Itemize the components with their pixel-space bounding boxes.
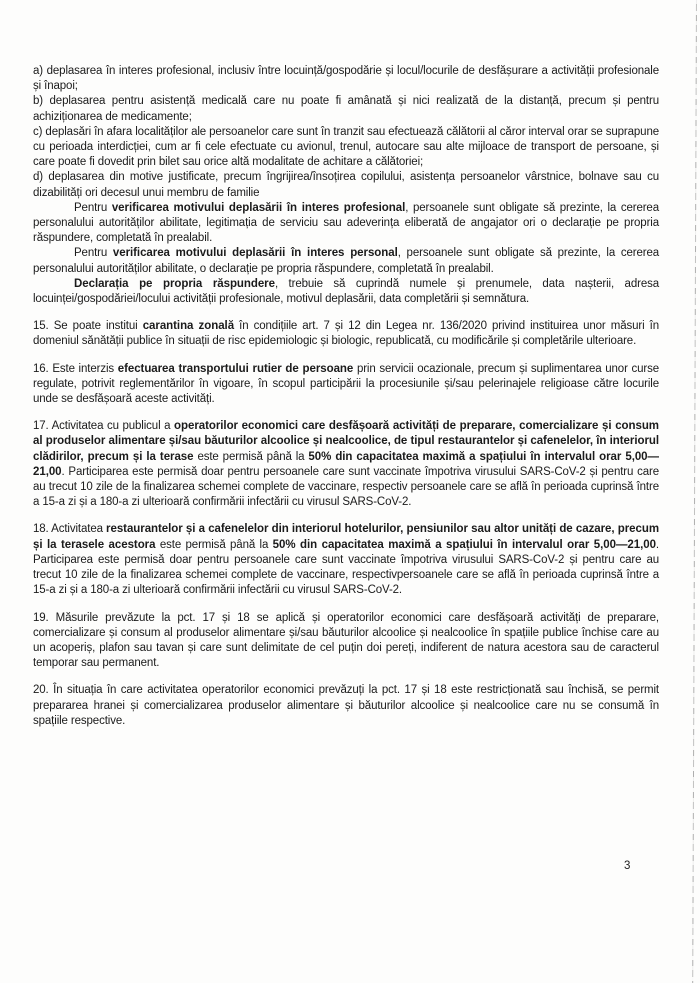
paragraph-item-17 [33,419,659,510]
bold-text-segment: operatorilor economici care desfășoară activități de preparare, comercializare și consum al produselor alimentare și/sau băuturilor alcoolice și nealcoolice, de tipul restaurantelor și cafenelelor, în interiorul clădirilor, precum și la terase [33,420,659,463]
bold-text-segment: carantina zonală [142,320,235,333]
text-segment: . Participarea este permisă doar pentru persoanele care sunt vaccinate împotriva virusului SARS-CoV-2 și pentru care au trecut 10 zile de la finalizarea schemei complete de vaccinare, respectivpersoanele care se află în perioada cuprinsă între a 15-a zi și a 180-a zi ulterioară confirmării infectării cu virusul SARS-CoV-2. [33,538,659,597]
document-body [33,64,659,729]
bold-text-segment: 50% din capacitatea maximă a spațiului în intervalul orar 5,00—21,00 [272,538,656,551]
bold-text-segment: verificarea motivului deplasării în interes personal [112,247,398,260]
text-segment: d) deplasarea din motive justificate, precum îngrijirea/însoțirea copilului, asistența persoanelor vârstnice, bolnave sau cu dizabilități ori decesul unui membru de familie [33,171,659,199]
paragraph-item-a [33,64,659,94]
text-segment: 16. Este interzis [33,362,118,375]
scan-line-artifact [692,0,697,983]
paragraph-para-verificare-interes-profesional [33,201,659,247]
text-segment: b) deplasarea pentru asistență medicală care nu poate fi amânată și nici realizată de la distanță, precum și pentru achiziționarea de medicamente; [33,95,659,123]
text-segment: c) deplasări în afara localităților ale persoanelor care sunt în tranzit sau efectuează călătorii al căror interval orar se suprapune cu perioada interdicției, cum ar fi cele efectuate cu avionul, trenul, autocare sau alte mijloace de transport de persoane, și care poate fi dovedit prin bilet sau orice altă modalitate de achitare a călătoriei; [33,125,659,169]
paragraph-item-18 [33,522,659,598]
bold-text-segment: verificarea motivului deplasării în interes profesional [111,201,406,214]
bold-text-segment: Declarația pe propria răspundere [74,277,275,290]
paragraph-item-b [33,94,659,124]
text-segment: , persoanele sunt obligate să prezinte, la cererea personalului autorităților abilitate, o declarație pe propria răspundere, completată în prealabil. [33,247,659,275]
text-segment: 17. Activitatea cu publicul a [33,420,175,433]
text-segment: Pentru [74,247,113,260]
paragraph-item-20 [33,683,659,729]
text-segment: este permisă până la [193,450,309,463]
text-segment: este permisă până la [155,538,273,551]
text-segment: prin servicii ocazionale, precum și suplimentarea unor curse regulate, potrivit reglementărilor în vigoare, în scopul participării la procesiunile și/sau pelerinajele religioase către locurile unde se desfășoară aceste activități. [33,362,659,406]
text-segment: a) deplasarea în interes profesional, inclusiv între locuință/gospodărie și locul/locurile de desfășurare a activității profesionale și înapoi; [33,65,659,93]
paragraph-item-d [33,170,659,200]
paragraph-item-16 [33,362,659,408]
page-number: 3 [624,860,631,872]
text-segment: 20. În situația în care activitatea operatorilor economici prevăzuți la pct. 17 și 18 este restricționată sau închisă, se permit prepararea hranei și comercializarea produselor alimentare și băuturilor alcoolice și nealcoolice care nu se consumă în spațiile respective. [33,684,659,727]
paragraph-item-15 [33,319,659,349]
text-segment: , trebuie să cuprindă numele și prenumele, data nașterii, adresa locuinței/gospodăriei/locului activității profesionale, motivul deplasării, data completării și semnătura. [33,277,660,306]
text-segment: , persoanele sunt obligate să prezinte, la cererea personalului autorităților abilitate, legitimația de serviciu sau adeverința eliberată de angajator ori o declarație pe propria răspundere, completată în prealabil. [33,201,659,245]
bold-text-segment: efectuarea transportului rutier de persoane [117,362,354,375]
paragraph-para-verificare-interes-personal [33,246,659,276]
paragraph-item-19 [33,611,659,672]
bold-text-segment: restaurantelor și a cafenelelor din interiorul hotelurilor, pensiunilor sau altor unități de cazare, precum și la terasele acestora [33,523,660,551]
text-segment: în condițiile art. 7 și 12 din Legea nr. 136/2020 privind instituirea unor măsuri în domeniul sănătății publice în situații de risc epidemiologic și biologic, republicată, cu modificările și completările ulterioare. [33,320,659,348]
text-segment: 19. Măsurile prevăzute la pct. 17 și 18 se aplică și operatorilor economici care desfășoară activități de preparare, comercializare și consum al produselor alimentare și/sau băuturilor alcoolice și nealcoolice în spațiile publice închise care au un acoperiș, plafon sau tavan și care sunt delimitate de cel puțin doi pereți, indiferent de natura acestora sau de caracterul temporar sau permanent. [33,611,659,670]
bold-text-segment: 50% din capacitatea maximă a spațiului în intervalul orar 5,00—21,00 [33,450,659,478]
text-segment: . Participarea este permisă doar pentru persoanele care sunt vaccinate împotriva virusului SARS-CoV-2 și pentru care au trecut 10 zile de la finalizarea schemei complete de vaccinare, respectiv persoanele care se află în perioada cuprinsă între a 15-a zi și a 180-a zi ulterioară confirmării infectării cu virusul SARS-CoV-2. [33,465,659,509]
text-segment: Pentru [74,201,112,214]
text-segment: 15. Se poate institui [33,320,143,333]
paragraph-item-c [33,125,659,171]
text-segment: 18. Activitatea [33,523,107,536]
paragraph-para-declaratia [33,277,659,307]
